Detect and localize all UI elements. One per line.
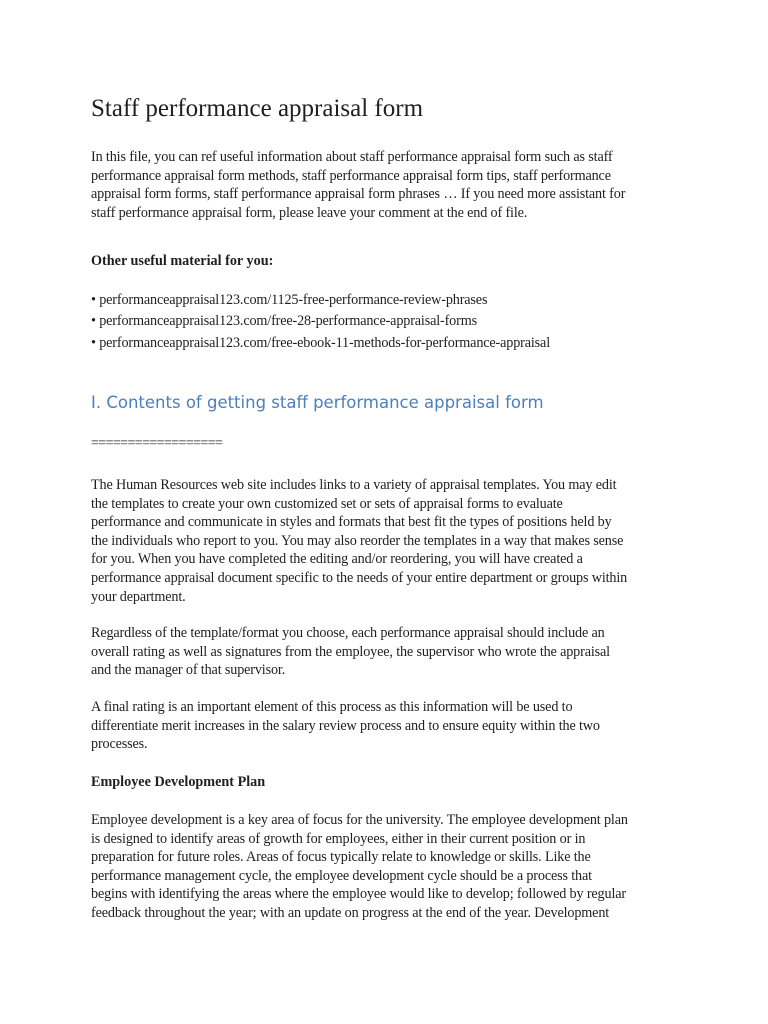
paragraph-line: performance and communicate in styles and formats that best fit the types of positions held by (91, 514, 612, 531)
separator-line: ================== (91, 436, 223, 451)
document-title: Staff performance appraisal form (91, 95, 424, 122)
paragraph-line: preparation for future roles. Areas of focus typically relate to knowledge or skills. Like the (91, 849, 591, 866)
overall-rating-paragraph (91, 624, 681, 680)
development-paragraph (91, 811, 681, 923)
paragraph-line: processes. (91, 736, 148, 753)
intro-line: staff performance appraisal form, please leave your comment at the end of file. (91, 204, 528, 221)
useful-link[interactable]: • performanceappraisal123.com/1125-free-performance-review-phrases (91, 292, 488, 308)
useful-link[interactable]: • performanceappraisal123.com/free-28-performance-appraisal-forms (91, 313, 477, 330)
useful-links-list (91, 290, 550, 354)
paragraph-line: your department. (91, 588, 186, 605)
paragraph-line: and the manager of that supervisor. (91, 662, 286, 679)
paragraph-line: performance appraisal document specific to the needs of your entire department or groups within (91, 569, 628, 586)
paragraph-line: A final rating is an important element of this process as this information will be used to (91, 699, 573, 715)
intro-paragraph (91, 148, 681, 222)
intro-line: In this file, you can ref useful information about staff performance appraisal form such as staff (91, 149, 613, 165)
section-heading: I. Contents of getting staff performance appraisal form (91, 393, 544, 412)
paragraph-line: is designed to identify areas of growth for employees, either in their current position or in (91, 830, 586, 847)
paragraph-line: differentiate merit increases in the salary review process and to ensure equity within the two (91, 717, 600, 734)
paragraph-line: The Human Resources web site includes links to a variety of appraisal templates. You may edit (91, 477, 617, 493)
intro-line: appraisal form forms, staff performance appraisal form phrases … If you need more assistant for (91, 186, 626, 203)
paragraph-line: for you. When you have completed the editing and/or reordering, you will have created a (91, 551, 583, 568)
paragraph-line: the individuals who report to you. You may also reorder the templates in a way that makes sense (91, 532, 624, 549)
intro-line: performance appraisal form methods, staff performance appraisal form tips, staff performance (91, 167, 611, 184)
paragraph-line: begins with identifying the areas where the employee would like to develop; followed by regular (91, 886, 626, 903)
final-rating-paragraph (91, 698, 681, 754)
useful-material-heading: Other useful material for you: (91, 253, 274, 269)
paragraph-line: Regardless of the template/format you choose, each performance appraisal should include an (91, 625, 605, 641)
paragraph-line: feedback throughout the year; with an update on progress at the end of the year. Development (91, 904, 610, 921)
paragraph-line: overall rating as well as signatures from the employee, the supervisor who wrote the appraisal (91, 643, 610, 660)
useful-link[interactable]: • performanceappraisal123.com/free-ebook-11-methods-for-performance-appraisal (91, 334, 550, 351)
development-plan-heading: Employee Development Plan (91, 774, 266, 790)
paragraph-line: performance management cycle, the employee development cycle should be a process that (91, 867, 592, 884)
paragraph-line: Employee development is a key area of focus for the university. The employee development plan (91, 812, 628, 828)
paragraph-line: the templates to create your own customized set or sets of appraisal forms to evaluate (91, 495, 563, 512)
templates-paragraph (91, 476, 681, 606)
